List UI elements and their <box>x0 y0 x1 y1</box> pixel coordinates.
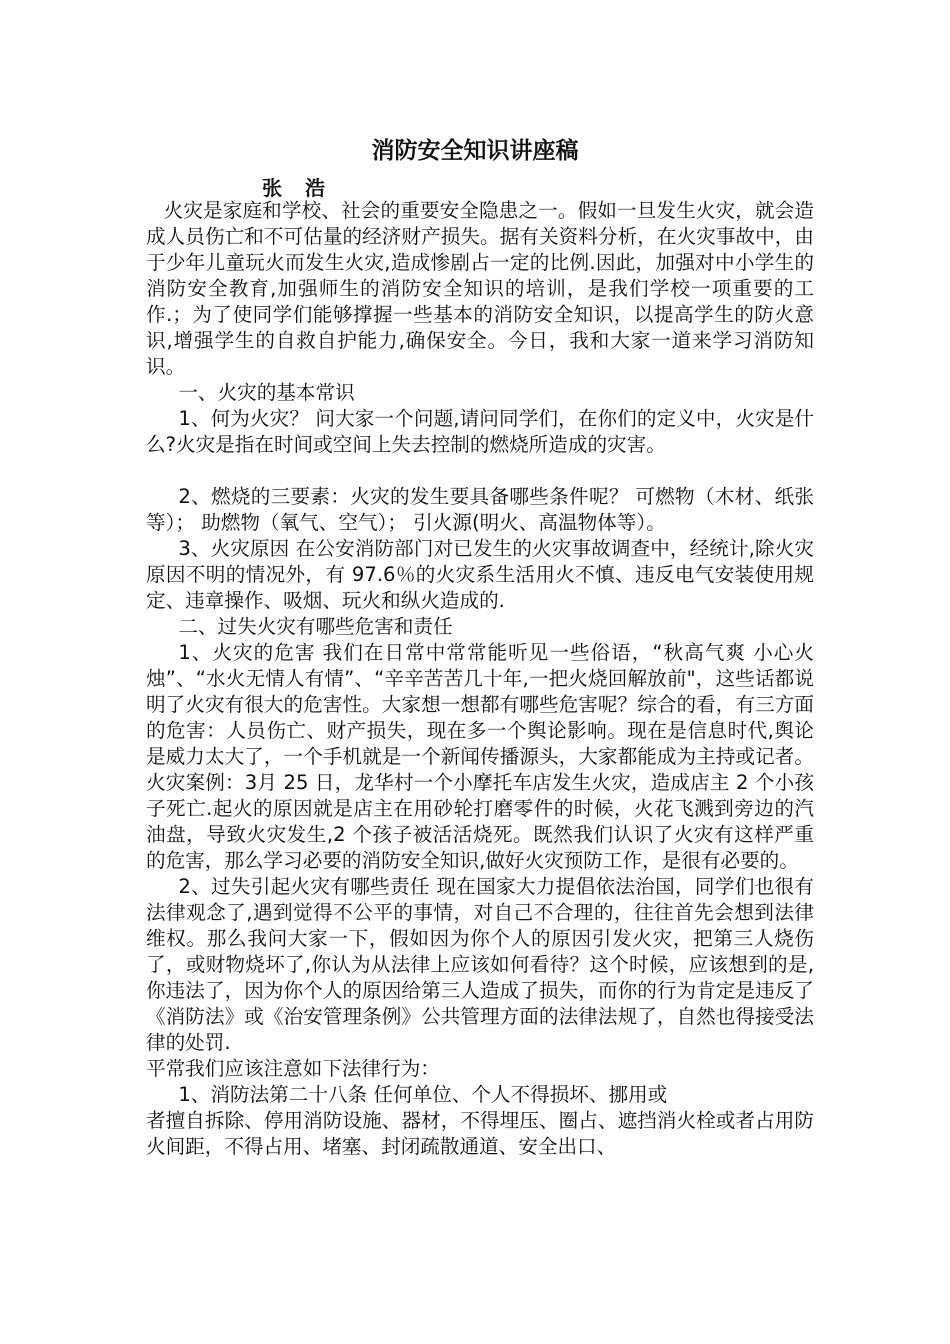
paragraph-fire-law-article-line2: 者擅自拆除、停用消防设施、器材，不得埋压、圈占、遮挡消火栓或者占用防火间距，不得占用、堵塞、封闭疏散通道、安全出口、 <box>146 1109 814 1158</box>
paragraph-fire-causes: 3、火灾原因 在公安消防部门对已发生的火灾事故调查中，经统计,除火灾原因不明的情况外，有 97.6％的火灾系生活用火不慎、违反电气安装使用规定、违章操作、吸烟、玩火和纵火造成的. <box>146 537 814 612</box>
document-author: 张 浩 <box>262 176 333 200</box>
intro-paragraph: 火灾是家庭和学校、社会的重要安全隐患之一。假如一旦发生火灾，就会造成人员伤亡和不可估量的经济财产损失。据有关资料分析，在火灾事故中，由于少年儿童玩火而发生火灾,造成惨剧占一定的比例.因此，加强对中小学生的消防安全教育,加强师生的消防安全知识的培训，是我们学校一项重要的工作.；为了使同学们能够撑握一些基本的消防安全知识，以提高学生的防火意识,增强学生的自救自护能力,确保安全。今日，我和大家一道来学习消防知识。 <box>146 199 814 378</box>
paragraph-fire-liability: 2、过失引起火灾有哪些责任 现在国家大力提倡依法治国，同学们也很有法律观念了,遇到觉得不公平的事情，对自己不合理的，往往首先会想到法律维权。那么我问大家一下，假如因为你个人的原因引发火灾，把第三人烧伤了，或财物烧坏了,你认为从法律上应该如何看待？这个时候，应该想到的是,你违法了，因为你个人的原因给第三人造成了损失，而你的行为肯定是违反了《消防法》或《治安管理条例》公共管理方面的法律法规了，自然也得接受法律的处罚. <box>146 875 814 1054</box>
paragraph-what-is-fire: 1、何为火灾？ 问大家一个问题,请问同学们，在你们的定义中，火灾是什么?火灾是指在时间或空间上失去控制的燃烧所造成的灾害。 <box>146 407 814 456</box>
paragraph-legal-behaviors-intro: 平常我们应该注意如下法律行为： <box>146 1057 440 1080</box>
section-heading-1: 一、火灾的基本常识 <box>178 381 355 404</box>
document-title: 消防安全知识讲座稿 <box>371 138 579 164</box>
section-heading-2: 二、过失火灾有哪些危害和责任 <box>178 615 453 638</box>
blank-line <box>146 458 814 484</box>
paragraph-combustion-elements: 2、燃烧的三要素：火灾的发生要具备哪些条件呢？ 可燃物（木材、纸张等）； 助燃物（氧气、空气）； 引火源(明火、高温物体等）。 <box>146 485 814 534</box>
paragraph-fire-law-article-line1: 1、消防法第二十八条 任何单位、个人不得损坏、挪用或 <box>178 1083 668 1106</box>
paragraph-fire-hazards: 1、火灾的危害 我们在日常中常常能听见一些俗语，“秋高气爽 小心火烛”、“水火无情人有情”、“辛辛苦苦几十年,一把火烧回解放前"，这些话都说明了火灾有很大的危害性。大家想一想都有哪些危害呢？综合的看，有三方面的危害：人员伤亡、财产损失，现在多一个舆论影响。现在是信息时代,舆论是威力太大了，一个手机就是一个新闻传播源头，大家都能成为主持或记者。火灾案例：3月 25 日，龙华村一个小摩托车店发生火灾，造成店主 2 个小孩子死亡.起火的原因就是店主在用砂轮打磨零件的时候，火花飞溅到旁边的汽油盘，导致火灾发生,2 个孩子被活活烧死。既然我们认识了火灾有这样严重的危害，那么学习必要的消防安全知识,做好火灾预防工作，是很有必要的。 <box>146 641 814 872</box>
document-body <box>146 198 814 1160</box>
